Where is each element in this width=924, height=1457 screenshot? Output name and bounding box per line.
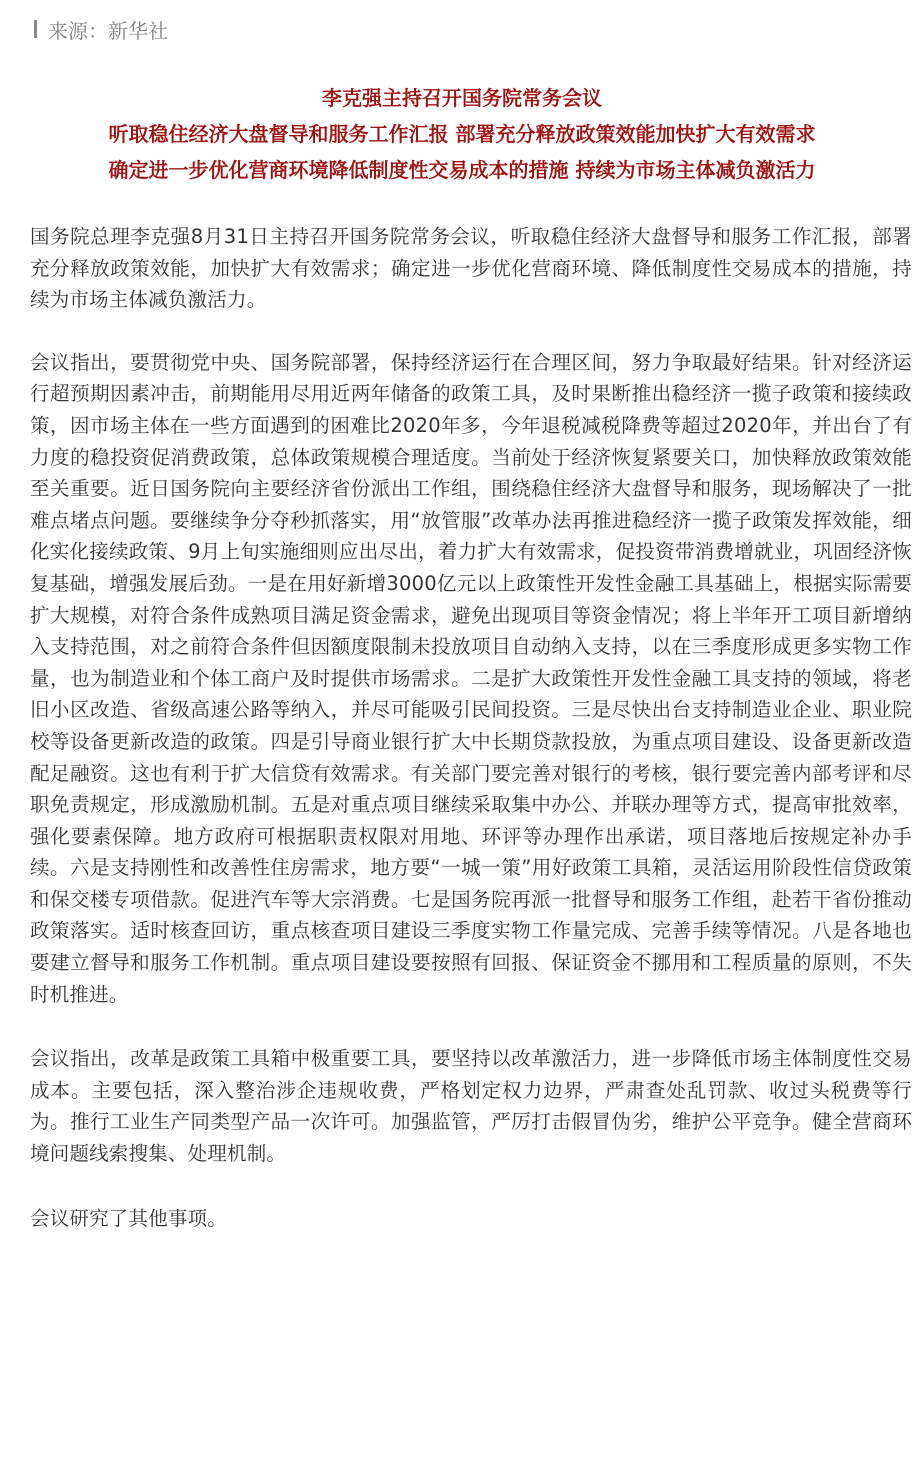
paragraph-other-matters: 会议研究了其他事项。 — [30, 1206, 228, 1230]
source-attribution — [34, 16, 168, 42]
source-label: 来源：新华社 — [48, 18, 168, 43]
paragraph-reform: 会议指出，改革是政策工具箱中极重要工具，要坚持以改革激活力，进一步降低市场主体制度性交易成本。主要包括，深入整治涉企违规收费，严格划定权力边界，严肃查处乱罚款、收过头税费等行为。推行工业生产同类型产品一次许可。加强监管，严厉打击假冒伪劣，维护公平竞争。健全营商环境问题线索搜集、处理机制。 — [30, 1047, 912, 1166]
source-accent-bar — [34, 20, 37, 38]
paragraph-intro: 国务院总理李克强8月31日主持召开国务院常务会议，听取稳住经济大盘督导和服务工作汇报，部署充分释放政策效能，加快扩大有效需求；确定进一步优化营商环境、降低制度性交易成本的措施，持续为市场主体减负激活力。 — [30, 225, 912, 312]
headline-line-3: 确定进一步优化营商环境降低制度性交易成本的措施 持续为市场主体减负激活力 — [108, 158, 816, 182]
article-body — [30, 221, 912, 1265]
headline-line-2: 听取稳住经济大盘督导和服务工作汇报 部署充分释放政策效能加快扩大有效需求 — [108, 122, 816, 146]
headline — [30, 80, 894, 188]
headline-line-1: 李克强主持召开国务院常务会议 — [322, 86, 602, 110]
paragraph-policy-measures: 会议指出，要贯彻党中央、国务院部署，保持经济运行在合理区间，努力争取最好结果。针对经济运行超预期因素冲击，前期能用尽用近两年储备的政策工具，及时果断推出稳经济一揽子政策和接续政策，因市场主体在一些方面遇到的困难比2020年多，今年退税减税降费等超过2020年，并出台了有力度的稳投资促消费政策，总体政策规模合理适度。当前处于经济恢复紧要关口，加快释放政策效能至关重要。近日国务院向主要经济省份派出工作组，围绕稳住经济大盘督导和服务，现场解决了一批难点堵点问题。要继续争分夺秒抓落实，用“放管服”改革办法再推进稳经济一揽子政策发挥效能，细化实化接续政策、9月上旬实施细则应出尽出，着力扩大有效需求，促投资带消费增就业，巩固经济恢复基础，增强发展后劲。一是在用好新增3000亿元以上政策性开发性金融工具基础上，根据实际需要扩大规模，对符合条件成熟项目满足资金需求，避免出现项目等资金情况；将上半年开工项目新增纳入支持范围，对之前符合条件但因额度限制未投放项目自动纳入支持，以在三季度形成更多实物工作量，也为制造业和个体工商户及时提供市场需求。二是扩大政策性开发性金融工具支持的领域，将老旧小区改造、省级高速公路等纳入，并尽可能吸引民间投资。三是尽快出台支持制造业企业、职业院校等设备更新改造的政策。四是引导商业银行扩大中长期贷款投放，为重点项目建设、设备更新改造配足融资。这也有利于扩大信贷有效需求。有关部门要完善对银行的考核，银行要完善内部考评和尽职免责规定，形成激励机制。五是对重点项目继续采取集中办公、并联办理等方式，提高审批效率，强化要素保障。地方政府可根据职责权限对用地、环评等办理作出承诺，项目落地后按规定补办手续。六是支持刚性和改善性住房需求，地方要“一城一策”用好政策工具箱，灵活运用阶段性信贷政策和保交楼专项借款。促进汽车等大宗消费。七是国务院再派一批督导和服务工作组，赴若干省份推动政策落实。适时核查回访，重点核查项目建设三季度实物工作量完成、完善手续等情况。八是各地也要建立督导和服务工作机制。重点项目建设要按照有回报、保证资金不挪用和工程质量的原则，不失时机推进。 — [30, 350, 912, 1006]
